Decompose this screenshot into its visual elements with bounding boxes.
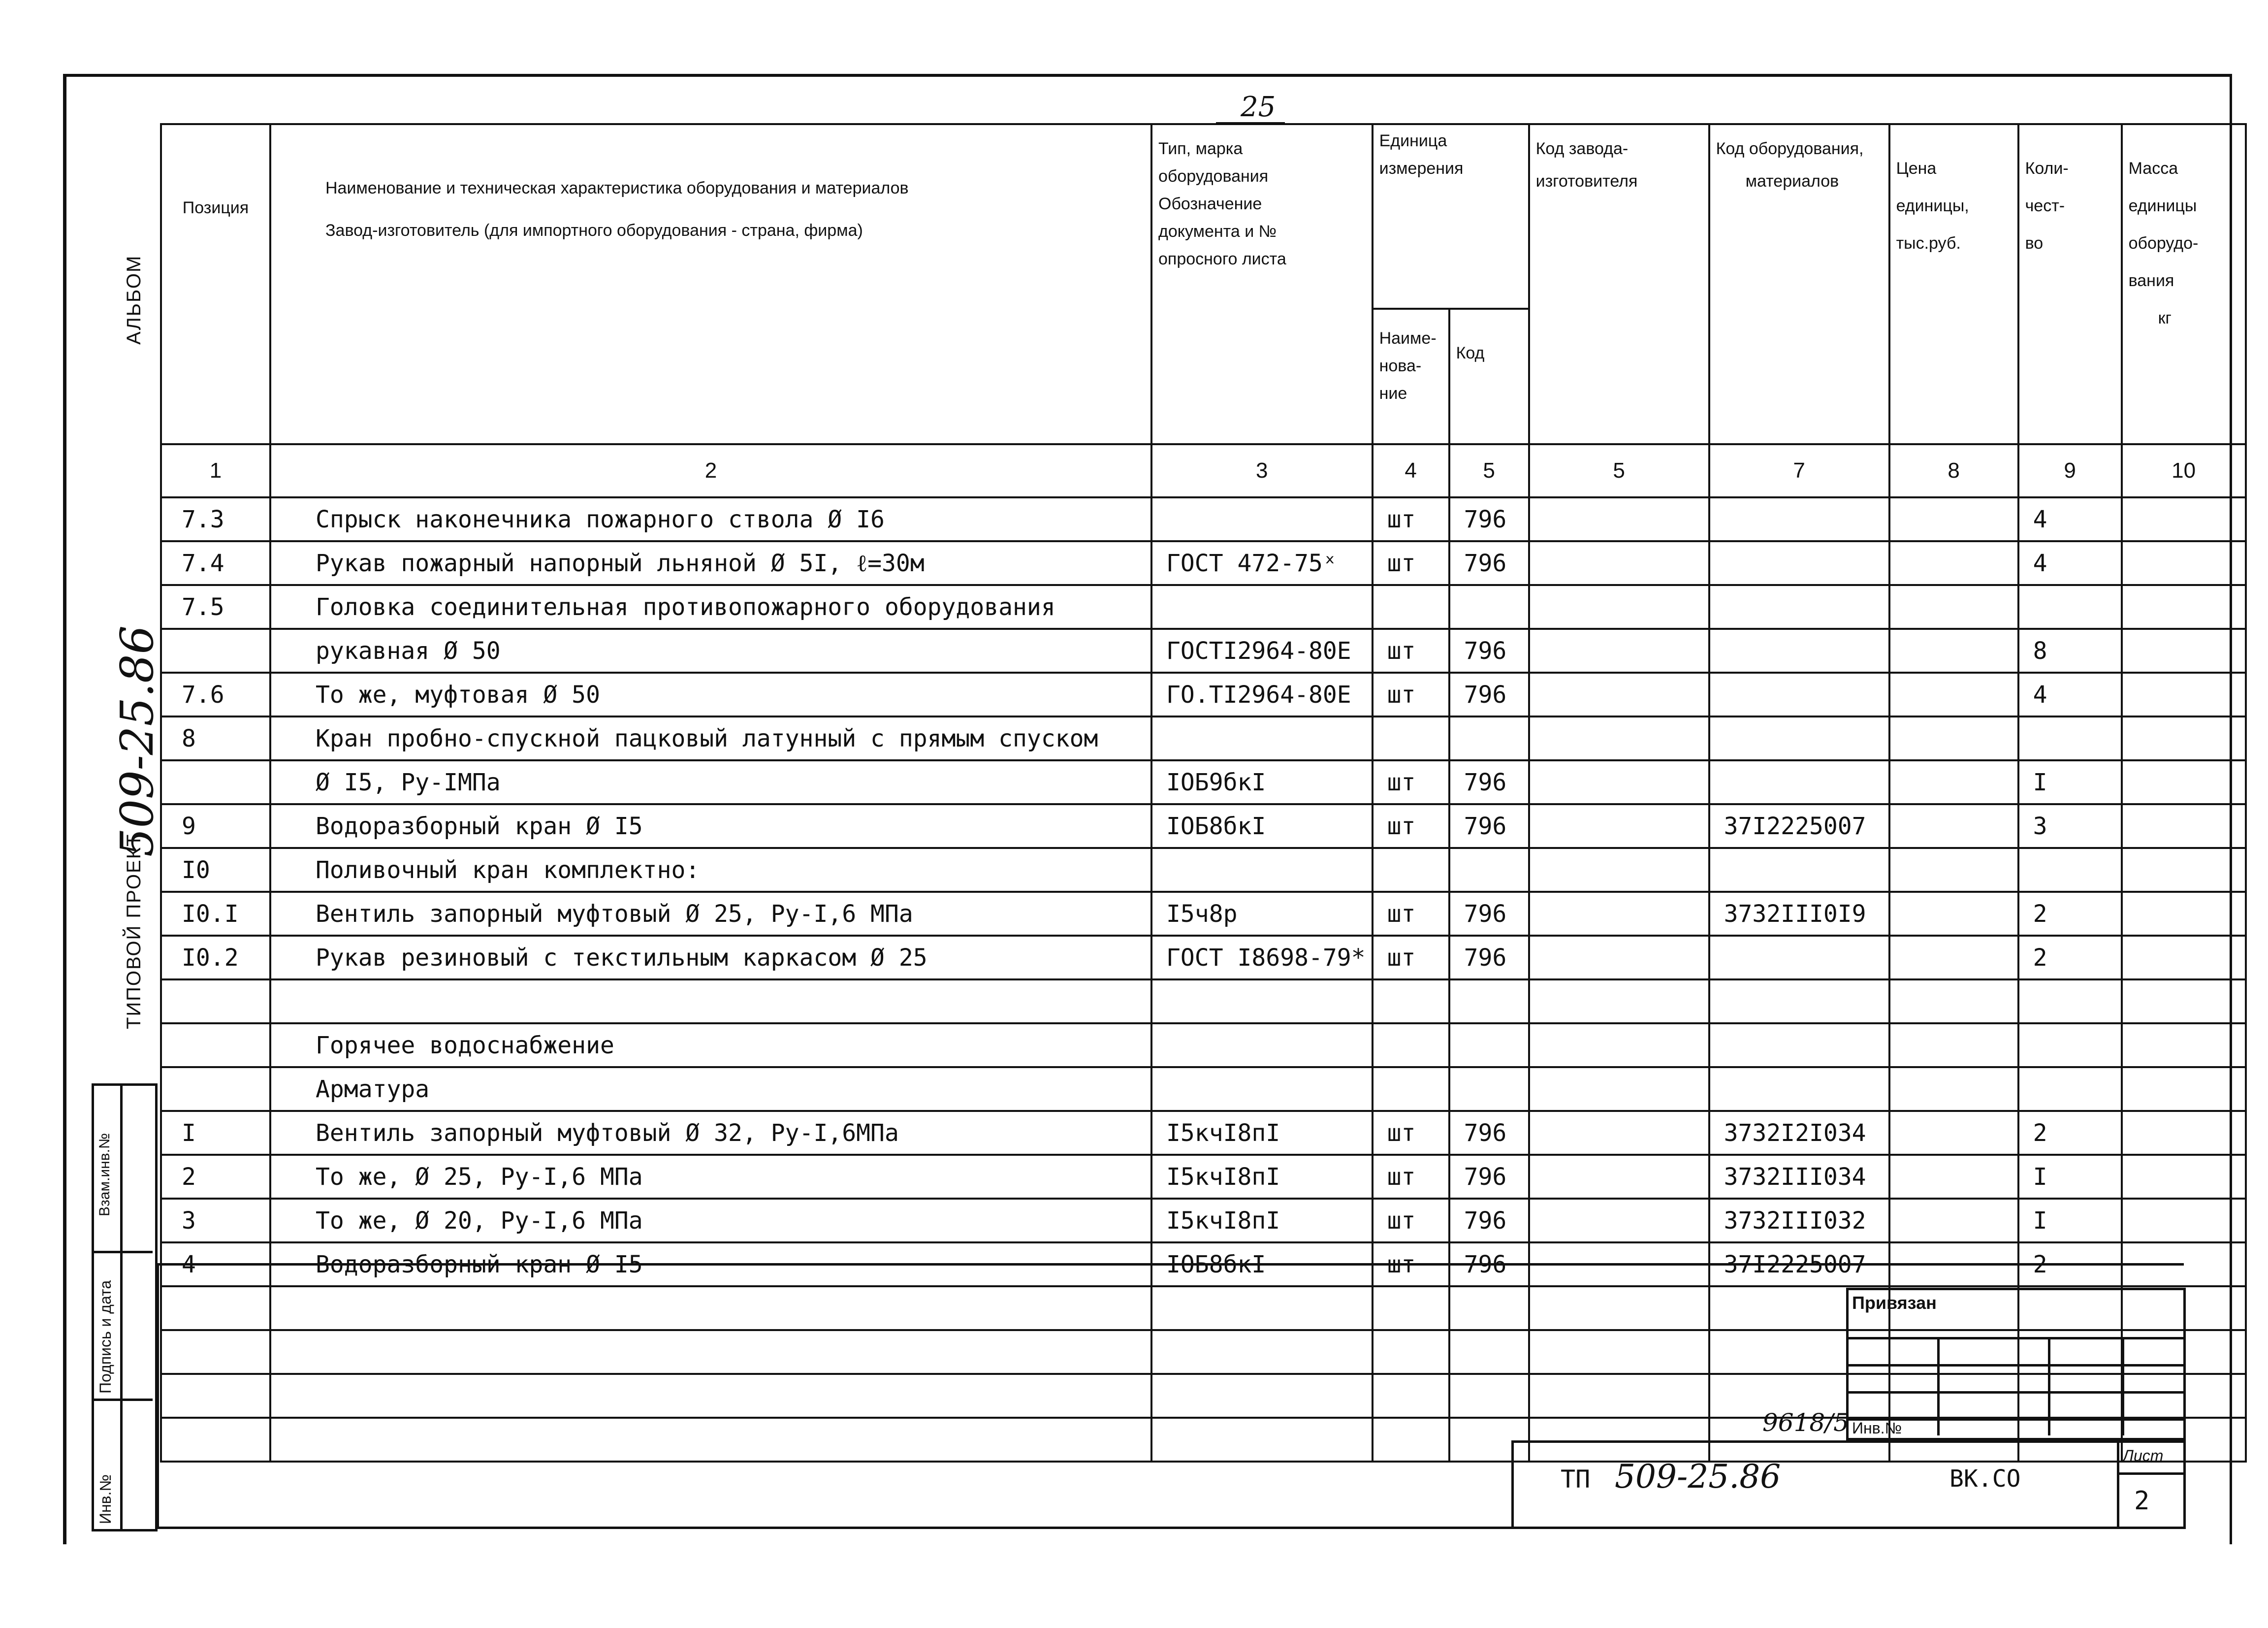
row-mass <box>2122 1111 2246 1155</box>
table-row <box>161 629 2246 673</box>
header-price: Цена единицы, тыс.руб. <box>1889 124 2018 444</box>
row-plant-code <box>1529 1286 1709 1330</box>
table-row <box>161 760 2246 804</box>
row-plant-code <box>1529 1330 1709 1374</box>
table-row <box>161 848 2246 892</box>
row-unit-code: 796 <box>1449 1155 1529 1199</box>
row-unit-code <box>1449 1067 1529 1111</box>
row-equipment-code <box>1709 848 1889 892</box>
sheet-label: Лист <box>2123 1447 2164 1465</box>
row-unit <box>1373 1374 1449 1418</box>
side-project-number: 509-25.86 <box>111 625 163 857</box>
header-name: Наименование и техническая характеристика оборудования и материалов Завод-изготовитель (для импортного оборудования - страна, фирма) <box>270 124 1151 444</box>
row-equipment-code: 3732III034 <box>1709 1155 1889 1199</box>
row-plant-code <box>1529 804 1709 848</box>
row-mass <box>2122 804 2246 848</box>
row-name <box>270 979 1151 1023</box>
header-unit-name: Наиме- нова- ние <box>1373 309 1449 444</box>
row-position: I0.2 <box>161 936 270 979</box>
row-name: рукавная Ø 50 <box>270 629 1151 673</box>
row-type: I5ч8р <box>1151 892 1373 936</box>
column-number: 5 <box>1529 444 1709 497</box>
table-row <box>161 1199 2246 1242</box>
table-row <box>161 979 2246 1023</box>
header-position: Позиция <box>161 124 270 444</box>
row-unit: шт <box>1373 541 1449 585</box>
row-equipment-code <box>1709 585 1889 629</box>
row-price <box>1889 848 2018 892</box>
row-name <box>270 1330 1151 1374</box>
row-equipment-code: 37I2225007 <box>1709 804 1889 848</box>
row-position <box>161 1374 270 1418</box>
stamp-project-code: 509-25.86 <box>1615 1458 1781 1496</box>
column-number: 10 <box>2122 444 2246 497</box>
bottom-left-line <box>157 1263 159 1529</box>
row-type <box>1151 979 1373 1023</box>
stamp-sheet-code: ВК.СО <box>1949 1465 2021 1493</box>
row-unit-code <box>1449 1330 1529 1374</box>
row-price <box>1889 1111 2018 1155</box>
row-unit-code: 796 <box>1449 629 1529 673</box>
row-unit-code: 796 <box>1449 892 1529 936</box>
row-quantity <box>2018 848 2122 892</box>
row-unit-code: 796 <box>1449 497 1529 541</box>
header-plant-code: Код завода- изготовителя <box>1529 124 1709 444</box>
table-row <box>161 1111 2246 1155</box>
row-position: 7.5 <box>161 585 270 629</box>
row-mass <box>2122 716 2246 760</box>
row-position <box>161 1067 270 1111</box>
row-type <box>1151 1418 1373 1462</box>
row-unit <box>1373 1418 1449 1462</box>
side-hline-2 <box>92 1399 153 1401</box>
row-unit-code <box>1449 848 1529 892</box>
row-unit: шт <box>1373 1155 1449 1199</box>
row-position <box>161 760 270 804</box>
row-price <box>1889 629 2018 673</box>
row-price <box>1889 1067 2018 1111</box>
row-mass <box>2122 497 2246 541</box>
row-quantity: 2 <box>2018 1111 2122 1155</box>
column-number: 3 <box>1151 444 1373 497</box>
row-name: Поливочный кран комплектно: <box>270 848 1151 892</box>
column-number: 5 <box>1449 444 1529 497</box>
sheet-number: 2 <box>2134 1486 2150 1516</box>
row-name <box>270 1418 1151 1462</box>
column-number: 1 <box>161 444 270 497</box>
row-position: 9 <box>161 804 270 848</box>
row-position: 7.3 <box>161 497 270 541</box>
row-price <box>1889 979 2018 1023</box>
row-name: То же, муфтовая Ø 50 <box>270 673 1151 716</box>
row-plant-code <box>1529 1155 1709 1199</box>
column-number: 2 <box>270 444 1151 497</box>
row-quantity <box>2018 1023 2122 1067</box>
row-type <box>1151 1286 1373 1330</box>
page-number: 25 <box>1241 91 1276 123</box>
row-unit <box>1373 1023 1449 1067</box>
row-mass <box>2122 585 2246 629</box>
row-name: Рукав пожарный напорный льняной Ø 5I, ℓ=30м <box>270 541 1151 585</box>
row-equipment-code <box>1709 629 1889 673</box>
row-unit-code <box>1449 716 1529 760</box>
row-mass <box>2122 892 2246 936</box>
row-price <box>1889 892 2018 936</box>
row-equipment-code: 37I2225007 <box>1709 1242 1889 1286</box>
row-name: Головка соединительная противопожарного оборудования <box>270 585 1151 629</box>
row-quantity: 2 <box>2018 936 2122 979</box>
row-position <box>161 1330 270 1374</box>
replace-inv-label: Взам.инв.№ <box>96 1133 113 1216</box>
row-position <box>161 1286 270 1330</box>
row-unit-code: 796 <box>1449 760 1529 804</box>
row-price <box>1889 1023 2018 1067</box>
row-mass <box>2122 1155 2246 1199</box>
row-type: ГО.ТI2964-80Е <box>1151 673 1373 716</box>
column-number: 4 <box>1373 444 1449 497</box>
row-name: Арматура <box>270 1067 1151 1111</box>
side-hline-1 <box>92 1251 153 1253</box>
row-position <box>161 979 270 1023</box>
table-row <box>161 497 2246 541</box>
column-number: 9 <box>2018 444 2122 497</box>
tp-label: ТП <box>1561 1465 1591 1494</box>
row-name: То же, Ø 20, Ру-I,6 МПа <box>270 1199 1151 1242</box>
attached-row-1 <box>1846 1337 2186 1339</box>
table-row <box>161 1067 2246 1111</box>
row-mass <box>2122 760 2246 804</box>
row-plant-code <box>1529 1111 1709 1155</box>
row-unit: шт <box>1373 804 1449 848</box>
row-quantity: I <box>2018 760 2122 804</box>
attached-col-3 <box>2122 1337 2124 1435</box>
header-equipment-code: Код оборудования, материалов <box>1709 124 1889 444</box>
row-plant-code <box>1529 585 1709 629</box>
row-name <box>270 1286 1151 1330</box>
row-equipment-code: 3732I2I034 <box>1709 1111 1889 1155</box>
row-unit <box>1373 1067 1449 1111</box>
row-equipment-code <box>1709 541 1889 585</box>
row-quantity: 2 <box>2018 1242 2122 1286</box>
row-price <box>1889 936 2018 979</box>
row-type: I5кчI8пI <box>1151 1111 1373 1155</box>
row-type <box>1151 848 1373 892</box>
row-unit <box>1373 716 1449 760</box>
row-price <box>1889 804 2018 848</box>
row-unit-code <box>1449 1374 1529 1418</box>
column-numbers-row <box>161 444 2246 497</box>
row-equipment-code <box>1709 1023 1889 1067</box>
table-row <box>161 892 2246 936</box>
row-plant-code <box>1529 629 1709 673</box>
row-position: I0.I <box>161 892 270 936</box>
row-name <box>270 1374 1151 1418</box>
row-type: IOБ8бкI <box>1151 1242 1373 1286</box>
row-unit: шт <box>1373 760 1449 804</box>
row-price <box>1889 760 2018 804</box>
row-equipment-code <box>1709 673 1889 716</box>
row-plant-code <box>1529 1067 1709 1111</box>
row-plant-code <box>1529 541 1709 585</box>
row-unit <box>1373 1286 1449 1330</box>
header-row <box>161 124 2246 309</box>
row-plant-code <box>1529 936 1709 979</box>
row-type <box>1151 716 1373 760</box>
row-mass <box>2122 1067 2246 1111</box>
column-number: 8 <box>1889 444 2018 497</box>
row-unit <box>1373 585 1449 629</box>
row-plant-code <box>1529 892 1709 936</box>
row-type: ГОСТ I8698-79* <box>1151 936 1373 979</box>
row-unit: шт <box>1373 936 1449 979</box>
row-name: Ø I5, Ру-IМПа <box>270 760 1151 804</box>
row-unit: шт <box>1373 497 1449 541</box>
row-mass <box>2122 979 2246 1023</box>
table-row <box>161 1023 2246 1067</box>
row-quantity <box>2018 716 2122 760</box>
row-equipment-code: 3732III0I9 <box>1709 892 1889 936</box>
row-position <box>161 629 270 673</box>
row-quantity <box>2018 1067 2122 1111</box>
row-type: I5кчI8пI <box>1151 1199 1373 1242</box>
row-price <box>1889 716 2018 760</box>
row-price <box>1889 1199 2018 1242</box>
attached-col-1 <box>1937 1337 1940 1435</box>
header-type: Тип, марка оборудования Обозначение документа и № опросного листа <box>1151 124 1373 444</box>
row-type: ГОСТI2964-80Е <box>1151 629 1373 673</box>
row-position <box>161 1023 270 1067</box>
attached-inv-label: Инв.№ <box>1852 1419 1902 1437</box>
row-quantity: I <box>2018 1155 2122 1199</box>
row-name: Горячее водоснабжение <box>270 1023 1151 1067</box>
row-type <box>1151 497 1373 541</box>
table-row <box>161 1155 2246 1199</box>
row-price <box>1889 497 2018 541</box>
row-quantity: 4 <box>2018 497 2122 541</box>
row-mass <box>2122 673 2246 716</box>
row-unit-code <box>1449 1286 1529 1330</box>
row-name: Вентиль запорный муфтовый Ø 32, Ру-I,6МПа <box>270 1111 1151 1155</box>
row-mass <box>2122 629 2246 673</box>
row-name: Спрыск наконечника пожарного ствола Ø I6 <box>270 497 1151 541</box>
row-name: Вентиль запорный муфтовый Ø 25, Ру-I,6 МПа <box>270 892 1151 936</box>
row-position: 2 <box>161 1155 270 1199</box>
table-row <box>161 716 2246 760</box>
project-stamp <box>1511 1440 2186 1529</box>
row-type <box>1151 1023 1373 1067</box>
row-type <box>1151 1330 1373 1374</box>
row-plant-code <box>1529 673 1709 716</box>
row-plant-code <box>1529 1199 1709 1242</box>
header-quantity: Коли- чест- во <box>2018 124 2122 444</box>
row-equipment-code <box>1709 716 1889 760</box>
table-row <box>161 585 2246 629</box>
row-position: 7.4 <box>161 541 270 585</box>
row-unit-code <box>1449 585 1529 629</box>
row-position: 8 <box>161 716 270 760</box>
header-unit-group: Единица измерения <box>1373 124 1529 309</box>
row-unit-code: 796 <box>1449 1242 1529 1286</box>
row-position: 7.6 <box>161 673 270 716</box>
row-unit-code <box>1449 1023 1529 1067</box>
row-type: ГОСТ 472-75ˣ <box>1151 541 1373 585</box>
row-quantity: 4 <box>2018 541 2122 585</box>
attached-row-2 <box>1846 1364 2186 1367</box>
row-unit-code <box>1449 979 1529 1023</box>
row-type: I5кчI8пI <box>1151 1155 1373 1199</box>
typical-project-label: ТИПОВОЙ ПРОЕКТ <box>123 833 145 1029</box>
row-position: I0 <box>161 848 270 892</box>
row-unit-code: 796 <box>1449 1111 1529 1155</box>
row-name: Кран пробно-спускной пацковый латунный с прямым спуском <box>270 716 1151 760</box>
row-equipment-code <box>1709 760 1889 804</box>
row-plant-code <box>1529 1374 1709 1418</box>
header-mass: Масса единицы оборудо- вания кг <box>2122 124 2246 444</box>
side-divider <box>120 1083 123 1531</box>
row-position: 3 <box>161 1199 270 1242</box>
row-position: 4 <box>161 1242 270 1286</box>
row-price <box>1889 541 2018 585</box>
row-unit-code: 796 <box>1449 804 1529 848</box>
row-plant-code <box>1529 1023 1709 1067</box>
row-name: Водоразборный кран Ø I5 <box>270 804 1151 848</box>
stamp-sheet-hline <box>2117 1472 2183 1475</box>
inv-no-label: Инв.№ <box>96 1474 114 1524</box>
row-quantity: I <box>2018 1199 2122 1242</box>
row-unit: шт <box>1373 1199 1449 1242</box>
row-quantity: 2 <box>2018 892 2122 936</box>
specification-table <box>160 123 2247 1463</box>
row-mass <box>2122 936 2246 979</box>
row-plant-code <box>1529 497 1709 541</box>
attached-row-3 <box>1846 1391 2186 1394</box>
row-equipment-code: 3732III032 <box>1709 1199 1889 1242</box>
row-mass <box>2122 541 2246 585</box>
row-type <box>1151 585 1373 629</box>
signature-date-label: Подпись и дата <box>96 1280 114 1394</box>
row-type <box>1151 1067 1373 1111</box>
row-unit <box>1373 848 1449 892</box>
row-unit: шт <box>1373 892 1449 936</box>
row-quantity <box>2018 585 2122 629</box>
row-plant-code <box>1529 848 1709 892</box>
specification-table-wrap <box>160 123 2247 1463</box>
row-unit: шт <box>1373 1111 1449 1155</box>
stamp-sheet-divider <box>2117 1440 2119 1527</box>
row-mass <box>2122 1199 2246 1242</box>
column-number: 7 <box>1709 444 1889 497</box>
row-unit-code: 796 <box>1449 1199 1529 1242</box>
header-unit-code: Код <box>1449 309 1529 444</box>
row-mass <box>2122 848 2246 892</box>
row-unit <box>1373 1330 1449 1374</box>
row-equipment-code <box>1709 936 1889 979</box>
album-label: АЛЬБОМ <box>123 255 145 345</box>
row-plant-code <box>1529 760 1709 804</box>
table-row <box>161 541 2246 585</box>
row-position: I <box>161 1111 270 1155</box>
row-name: То же, Ø 25, Ру-I,6 МПа <box>270 1155 1151 1199</box>
row-type: IOБ8бкI <box>1151 804 1373 848</box>
row-type: IOБ9бкI <box>1151 760 1373 804</box>
table-row <box>161 804 2246 848</box>
row-unit: шт <box>1373 1242 1449 1286</box>
row-name: Водоразборный кран Ø I5 <box>270 1242 1151 1286</box>
row-unit <box>1373 979 1449 1023</box>
row-price <box>1889 585 2018 629</box>
row-equipment-code <box>1709 1067 1889 1111</box>
row-unit: шт <box>1373 673 1449 716</box>
row-position <box>161 1418 270 1462</box>
table-row <box>161 936 2246 979</box>
table-row <box>161 673 2246 716</box>
inv-handwritten: 9618/5 <box>1762 1408 1849 1437</box>
row-equipment-code <box>1709 979 1889 1023</box>
row-unit-code: 796 <box>1449 936 1529 979</box>
row-plant-code <box>1529 979 1709 1023</box>
row-unit: шт <box>1373 629 1449 673</box>
row-quantity: 3 <box>2018 804 2122 848</box>
row-type <box>1151 1374 1373 1418</box>
attached-label: Привязан <box>1852 1293 1937 1313</box>
row-plant-code <box>1529 716 1709 760</box>
row-name: Рукав резиновый с текстильным каркасом Ø 25 <box>270 936 1151 979</box>
attached-col-2 <box>2048 1337 2050 1435</box>
row-unit-code: 796 <box>1449 541 1529 585</box>
row-mass <box>2122 1023 2246 1067</box>
row-quantity: 8 <box>2018 629 2122 673</box>
table-bottom-line <box>157 1263 2184 1266</box>
row-unit-code: 796 <box>1449 673 1529 716</box>
row-price <box>1889 1155 2018 1199</box>
row-price <box>1889 673 2018 716</box>
row-quantity: 4 <box>2018 673 2122 716</box>
row-equipment-code <box>1709 497 1889 541</box>
row-quantity <box>2018 979 2122 1023</box>
